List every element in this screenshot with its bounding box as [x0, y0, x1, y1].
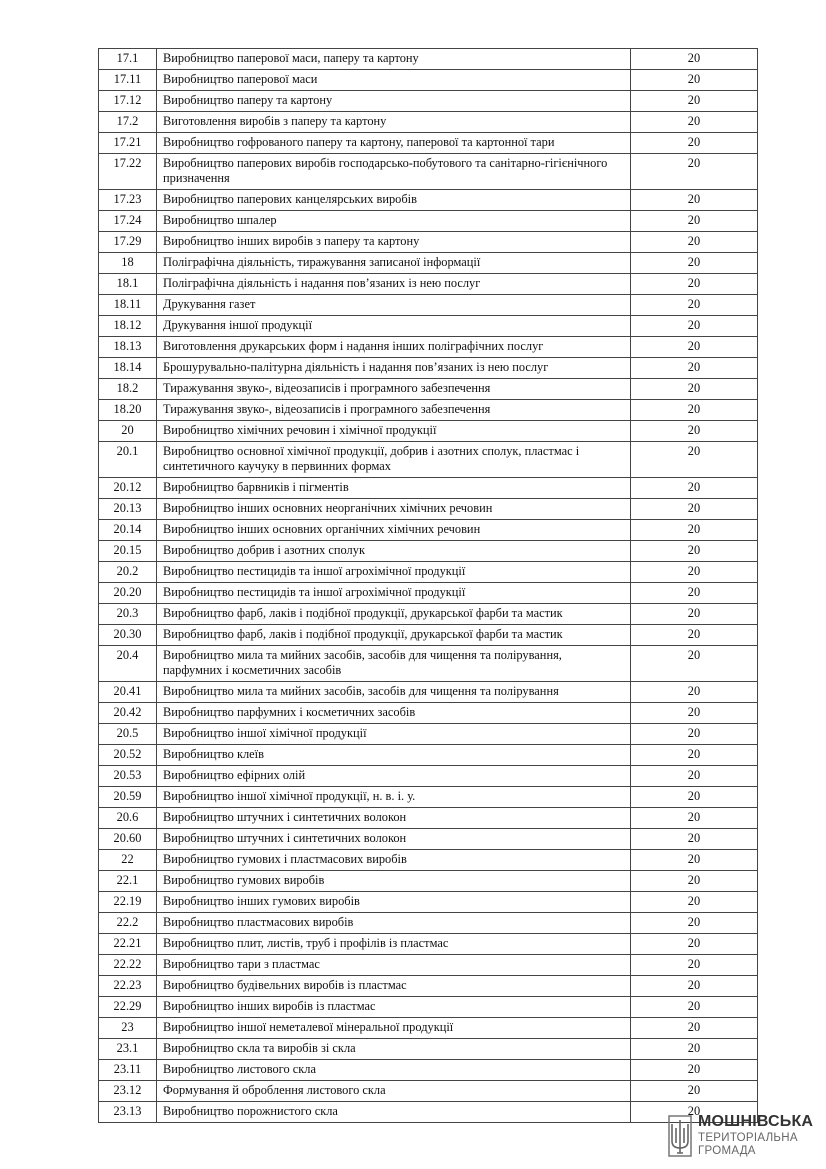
- activity-name: Тиражування звуко-, відеозаписів і програмного забезпечення: [157, 379, 631, 400]
- activity-name: Виробництво іншої неметалевої мінеральної продукції: [157, 1018, 631, 1039]
- activity-code: 18.20: [99, 400, 157, 421]
- logo-subtitle-line1: ТЕРИТОРІАЛЬНА: [698, 1132, 798, 1144]
- activity-code: 17.12: [99, 91, 157, 112]
- activity-code: 23: [99, 1018, 157, 1039]
- table-row: [99, 604, 758, 625]
- activity-name: Виробництво плит, листів, труб і профілів із пластмас: [157, 934, 631, 955]
- activity-code: 23.11: [99, 1060, 157, 1081]
- rate-value: 20: [631, 604, 758, 625]
- table-row: [99, 253, 758, 274]
- table-row: [99, 955, 758, 976]
- table-row: [99, 808, 758, 829]
- rate-value: 20: [631, 913, 758, 934]
- table-row: [99, 316, 758, 337]
- activity-name: Виробництво мила та мийних засобів, засобів для чищення та полірування: [157, 682, 631, 703]
- activity-name: Тиражування звуко-, відеозаписів і програмного забезпечення: [157, 400, 631, 421]
- table-row: [99, 421, 758, 442]
- rate-value: 20: [631, 646, 758, 682]
- table-body: [99, 49, 758, 1123]
- table-row: [99, 850, 758, 871]
- table-row: [99, 70, 758, 91]
- table-row: [99, 154, 758, 190]
- rate-value: 20: [631, 892, 758, 913]
- activity-name: Виробництво паперу та картону: [157, 91, 631, 112]
- activity-name: Виготовлення друкарських форм і надання інших поліграфічних послуг: [157, 337, 631, 358]
- activity-name: Виробництво паперових канцелярських виробів: [157, 190, 631, 211]
- activity-code: 17.24: [99, 211, 157, 232]
- table-row: [99, 379, 758, 400]
- table-row: [99, 133, 758, 154]
- activity-name: Виробництво тари з пластмас: [157, 955, 631, 976]
- rate-value: 20: [631, 274, 758, 295]
- activity-code: 20.42: [99, 703, 157, 724]
- table-row: [99, 724, 758, 745]
- activity-name: Виробництво інших виробів з паперу та картону: [157, 232, 631, 253]
- activity-name: Виробництво мила та мийних засобів, засобів для чищення та полірування, парфумних і косметичних засобів: [157, 646, 631, 682]
- rate-value: 20: [631, 1081, 758, 1102]
- table-row: [99, 442, 758, 478]
- activity-name: Виробництво іншої хімічної продукції, н. в. і. у.: [157, 787, 631, 808]
- rate-value: 20: [631, 253, 758, 274]
- activity-code: 20.59: [99, 787, 157, 808]
- rate-value: 20: [631, 358, 758, 379]
- activity-code: 20.60: [99, 829, 157, 850]
- activity-name: Виробництво добрив і азотних сполук: [157, 541, 631, 562]
- rate-value: 20: [631, 562, 758, 583]
- community-logo: [668, 1113, 818, 1163]
- rate-value: 20: [631, 442, 758, 478]
- table-row: [99, 520, 758, 541]
- table-row: [99, 583, 758, 604]
- activity-name: Виробництво пластмасових виробів: [157, 913, 631, 934]
- table-row: [99, 766, 758, 787]
- activity-code: 20.4: [99, 646, 157, 682]
- trident-icon: [668, 1115, 692, 1159]
- activity-code: 20.14: [99, 520, 157, 541]
- activity-name: Виробництво гофрованого паперу та картону, паперової та картонної тари: [157, 133, 631, 154]
- rate-value: 20: [631, 211, 758, 232]
- rate-value: 20: [631, 133, 758, 154]
- activity-code: 20.12: [99, 478, 157, 499]
- activity-name: Виробництво паперової маси, паперу та картону: [157, 49, 631, 70]
- logo-title: МОШНІВСЬКА: [698, 1113, 814, 1130]
- activity-name: Виробництво основної хімічної продукції, добрив і азотних сполук, пластмас і синтетичного каучуку в первинних формах: [157, 442, 631, 478]
- activity-name: Виробництво ефірних олій: [157, 766, 631, 787]
- table-row: [99, 562, 758, 583]
- rate-value: 20: [631, 625, 758, 646]
- activity-code: 17.11: [99, 70, 157, 91]
- activity-code: 17.1: [99, 49, 157, 70]
- rate-value: 20: [631, 49, 758, 70]
- activity-code: 20.13: [99, 499, 157, 520]
- activity-codes-table: [98, 48, 758, 1123]
- rate-value: 20: [631, 379, 758, 400]
- activity-name: Друкування газет: [157, 295, 631, 316]
- rate-value: 20: [631, 316, 758, 337]
- rate-value: 20: [631, 766, 758, 787]
- rate-value: 20: [631, 1102, 758, 1123]
- table-row: [99, 358, 758, 379]
- rate-value: 20: [631, 787, 758, 808]
- table-row: [99, 997, 758, 1018]
- table-row: [99, 745, 758, 766]
- rate-value: 20: [631, 154, 758, 190]
- activity-name: Виробництво пестицидів та іншої агрохімічної продукції: [157, 583, 631, 604]
- activity-code: 18.14: [99, 358, 157, 379]
- activity-name: Виробництво паперових виробів господарсько-побутового та санітарно-гігієнічного призначення: [157, 154, 631, 190]
- table-row: [99, 541, 758, 562]
- table-row: [99, 1102, 758, 1123]
- rate-value: 20: [631, 976, 758, 997]
- activity-name: Виробництво інших основних неорганічних хімічних речовин: [157, 499, 631, 520]
- activity-code: 22.23: [99, 976, 157, 997]
- activity-code: 18.1: [99, 274, 157, 295]
- table-row: [99, 91, 758, 112]
- rate-value: 20: [631, 541, 758, 562]
- table-row: [99, 274, 758, 295]
- rate-value: 20: [631, 1060, 758, 1081]
- activity-code: 20.30: [99, 625, 157, 646]
- activity-name: Виробництво фарб, лаків і подібної продукції, друкарської фарби та мастик: [157, 604, 631, 625]
- activity-code: 23.1: [99, 1039, 157, 1060]
- activity-code: 20.15: [99, 541, 157, 562]
- activity-name: Виробництво штучних і синтетичних волокон: [157, 808, 631, 829]
- activity-code: 18.12: [99, 316, 157, 337]
- activity-code: 20.52: [99, 745, 157, 766]
- rate-value: 20: [631, 421, 758, 442]
- table-row: [99, 646, 758, 682]
- activity-name: Друкування іншої продукції: [157, 316, 631, 337]
- table-row: [99, 49, 758, 70]
- table-row: [99, 211, 758, 232]
- activity-name: Виробництво пестицидів та іншої агрохімічної продукції: [157, 562, 631, 583]
- activity-name: Виробництво барвників і пігментів: [157, 478, 631, 499]
- rate-value: 20: [631, 934, 758, 955]
- activity-code: 20.3: [99, 604, 157, 625]
- table-row: [99, 625, 758, 646]
- rate-value: 20: [631, 871, 758, 892]
- table-row: [99, 892, 758, 913]
- activity-code: 17.22: [99, 154, 157, 190]
- activity-code: 20.2: [99, 562, 157, 583]
- activity-code: 22.19: [99, 892, 157, 913]
- activity-code: 18.13: [99, 337, 157, 358]
- rate-value: 20: [631, 1039, 758, 1060]
- rate-value: 20: [631, 1018, 758, 1039]
- table-row: [99, 682, 758, 703]
- table-row: [99, 703, 758, 724]
- rate-value: 20: [631, 997, 758, 1018]
- activity-code: 22: [99, 850, 157, 871]
- activity-code: 22.21: [99, 934, 157, 955]
- activity-code: 18.11: [99, 295, 157, 316]
- rate-value: 20: [631, 808, 758, 829]
- activity-name: Виробництво паперової маси: [157, 70, 631, 91]
- activity-code: 17.21: [99, 133, 157, 154]
- table-row: [99, 913, 758, 934]
- activity-code: 20.53: [99, 766, 157, 787]
- rate-value: 20: [631, 850, 758, 871]
- activity-code: 17.23: [99, 190, 157, 211]
- activity-code: 17.2: [99, 112, 157, 133]
- activity-code: 23.13: [99, 1102, 157, 1123]
- table-row: [99, 337, 758, 358]
- rate-value: 20: [631, 478, 758, 499]
- activity-name: Виробництво гумових і пластмасових виробів: [157, 850, 631, 871]
- logo-subtitle-line2: ГРОМАДА: [698, 1145, 756, 1157]
- activity-name: Виробництво листового скла: [157, 1060, 631, 1081]
- table-row: [99, 400, 758, 421]
- activity-code: 20: [99, 421, 157, 442]
- rate-value: 20: [631, 499, 758, 520]
- activity-code: 18.2: [99, 379, 157, 400]
- activity-code: 20.5: [99, 724, 157, 745]
- table-row: [99, 787, 758, 808]
- table-row: [99, 1060, 758, 1081]
- table-row: [99, 976, 758, 997]
- activity-code: 22.2: [99, 913, 157, 934]
- table-row: [99, 871, 758, 892]
- activity-name: Виробництво хімічних речовин і хімічної продукції: [157, 421, 631, 442]
- activity-name: Брошурувально-палітурна діяльність і надання пов’язаних із нею послуг: [157, 358, 631, 379]
- activity-name: Виробництво іншої хімічної продукції: [157, 724, 631, 745]
- rate-value: 20: [631, 583, 758, 604]
- activity-code: 20.1: [99, 442, 157, 478]
- rate-value: 20: [631, 955, 758, 976]
- activity-code: 20.20: [99, 583, 157, 604]
- activity-code: 22.29: [99, 997, 157, 1018]
- table-row: [99, 112, 758, 133]
- rate-value: 20: [631, 112, 758, 133]
- rate-value: 20: [631, 232, 758, 253]
- table-row: [99, 190, 758, 211]
- activity-name: Виробництво будівельних виробів із пластмас: [157, 976, 631, 997]
- table-row: [99, 1039, 758, 1060]
- activity-name: Виробництво фарб, лаків і подібної продукції, друкарської фарби та мастик: [157, 625, 631, 646]
- rate-value: 20: [631, 682, 758, 703]
- rate-value: 20: [631, 337, 758, 358]
- rate-value: 20: [631, 91, 758, 112]
- rate-value: 20: [631, 295, 758, 316]
- activity-name: Виробництво штучних і синтетичних волокон: [157, 829, 631, 850]
- table-row: [99, 1018, 758, 1039]
- activity-name: Виробництво скла та виробів зі скла: [157, 1039, 631, 1060]
- activity-name: Виробництво інших виробів із пластмас: [157, 997, 631, 1018]
- activity-code: 23.12: [99, 1081, 157, 1102]
- activity-name: Виробництво парфумних і косметичних засобів: [157, 703, 631, 724]
- activity-code: 18: [99, 253, 157, 274]
- rate-value: 20: [631, 400, 758, 421]
- table-row: [99, 1081, 758, 1102]
- rate-value: 20: [631, 724, 758, 745]
- activity-code: 20.6: [99, 808, 157, 829]
- table-row: [99, 232, 758, 253]
- rate-value: 20: [631, 745, 758, 766]
- activity-code: 17.29: [99, 232, 157, 253]
- table-row: [99, 478, 758, 499]
- activity-name: Виробництво інших основних органічних хімічних речовин: [157, 520, 631, 541]
- activity-code: 20.41: [99, 682, 157, 703]
- table-row: [99, 295, 758, 316]
- activity-name: Виробництво інших гумових виробів: [157, 892, 631, 913]
- rate-value: 20: [631, 190, 758, 211]
- activity-name: Виробництво клеїв: [157, 745, 631, 766]
- table-row: [99, 829, 758, 850]
- activity-code: 22.1: [99, 871, 157, 892]
- rate-value: 20: [631, 703, 758, 724]
- rate-value: 20: [631, 520, 758, 541]
- activity-code: 22.22: [99, 955, 157, 976]
- activity-name: Виробництво шпалер: [157, 211, 631, 232]
- table-row: [99, 934, 758, 955]
- activity-name: Поліграфічна діяльність і надання пов’язаних із нею послуг: [157, 274, 631, 295]
- activity-name: Формування й оброблення листового скла: [157, 1081, 631, 1102]
- table-row: [99, 499, 758, 520]
- activity-name: Виготовлення виробів з паперу та картону: [157, 112, 631, 133]
- activity-name: Поліграфічна діяльність, тиражування записаної інформації: [157, 253, 631, 274]
- activity-name: Виробництво гумових виробів: [157, 871, 631, 892]
- rate-value: 20: [631, 70, 758, 91]
- activity-name: Виробництво порожнистого скла: [157, 1102, 631, 1123]
- rate-value: 20: [631, 829, 758, 850]
